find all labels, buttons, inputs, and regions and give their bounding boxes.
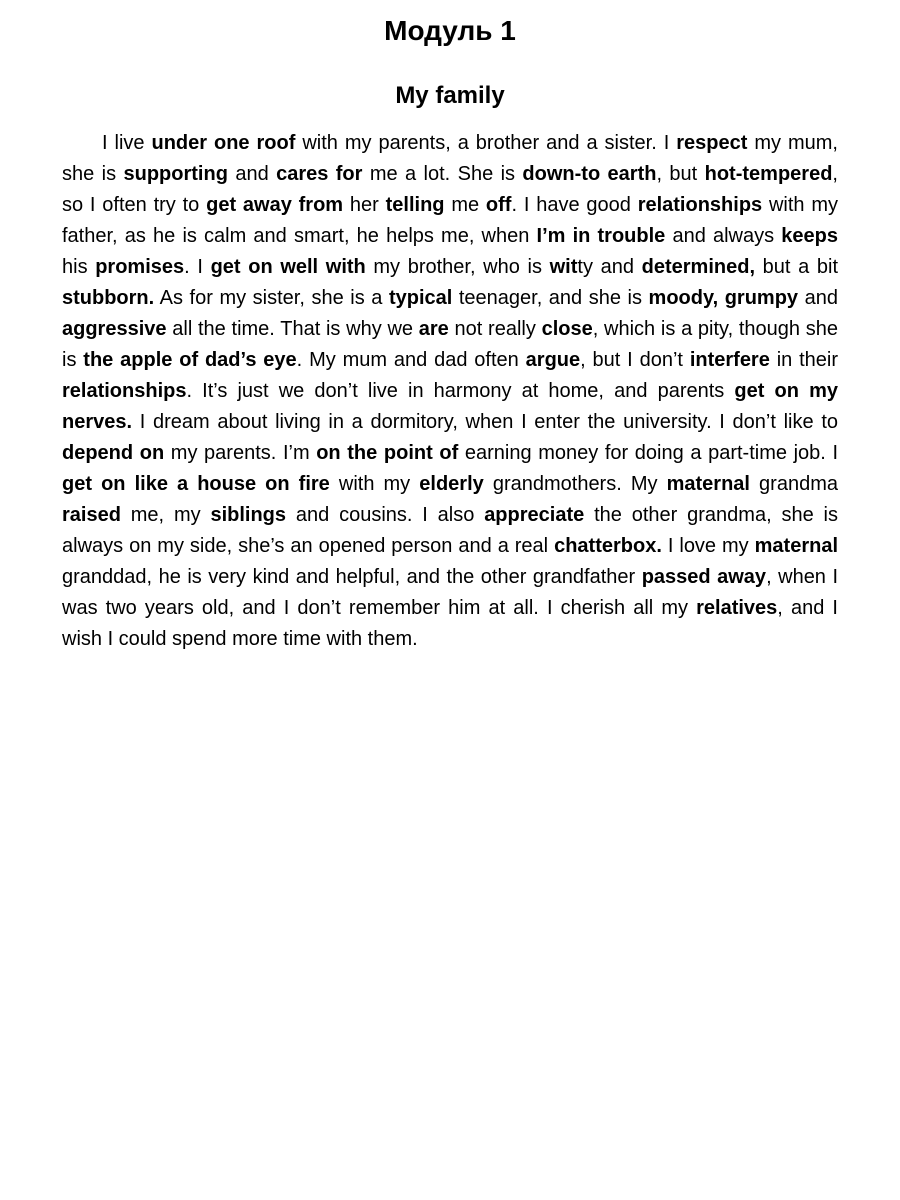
text-run: my brother, who is	[365, 256, 550, 278]
text-run: earning money for doing a part-time job. I	[458, 442, 839, 464]
text-run: and cousins. I also	[286, 504, 485, 526]
vocab-term: relationships	[637, 194, 763, 216]
text-run: all the time. That is why we	[166, 318, 419, 340]
vocab-term: off	[485, 194, 512, 216]
vocab-term: get on my nerves.	[62, 380, 838, 433]
text-run: and	[227, 163, 277, 185]
text-run: ty and	[577, 256, 642, 278]
text-run: my mum, she is	[62, 132, 838, 185]
vocab-term: maternal	[666, 473, 750, 495]
text-run: me, my	[120, 504, 211, 526]
vocab-term: passed away	[641, 566, 767, 588]
vocab-term: telling	[385, 194, 445, 216]
vocab-term: argue	[525, 349, 581, 371]
text-run: I dream about living in a dormitory, when I enter the university. I don’t like to	[132, 411, 838, 433]
text-run: teenager, and she is	[452, 287, 649, 309]
vocab-term: are	[418, 318, 449, 340]
text-run: with my parents, a brother and a sister. I	[295, 132, 677, 154]
vocab-term: moody, grumpy	[648, 287, 799, 309]
vocab-term: depend on	[62, 442, 165, 464]
vocab-term: respect	[676, 132, 748, 154]
vocab-term: promises	[95, 256, 185, 278]
vocab-term: cares for	[276, 163, 363, 185]
vocab-term: close	[541, 318, 593, 340]
text-run: not really	[448, 318, 542, 340]
text-run: I live	[102, 132, 152, 154]
text-run: I love my	[661, 535, 755, 557]
text-run: . My mum and dad often	[296, 349, 526, 371]
text-run: with my father, as he is calm and smart, he helps me, when	[62, 194, 839, 247]
text-run: , which is a pity, though she is	[62, 318, 839, 371]
vocab-term: stubborn.	[62, 287, 155, 309]
section-title: My family	[395, 82, 505, 109]
vocab-term: relatives	[696, 597, 778, 619]
vocab-term: maternal	[754, 535, 839, 557]
module-title: Модуль 1	[384, 15, 516, 46]
text-run: . I	[184, 256, 211, 278]
text-run: and always	[665, 225, 782, 247]
text-run: with my	[329, 473, 420, 495]
text-run: her	[343, 194, 386, 216]
text-run: his	[62, 256, 96, 278]
vocab-term: get on like a house on fire	[62, 473, 330, 495]
vocab-term: aggressive	[62, 318, 167, 340]
vocab-term: appreciate	[484, 504, 585, 526]
vocab-term: hot-tempered	[704, 163, 833, 185]
text-run: in their	[769, 349, 839, 371]
text-run: and	[798, 287, 838, 309]
vocab-term: elderly	[419, 473, 484, 495]
text-run: the other grandma, she is always on my side, she’s an opened person and a real	[62, 504, 838, 557]
vocab-term: down-to earth	[522, 163, 657, 185]
vocab-term: typical	[388, 287, 453, 309]
text-run: my parents. I’m	[164, 442, 317, 464]
vocab-term: raised	[62, 504, 121, 526]
vocab-term: siblings	[210, 504, 287, 526]
vocab-term: on the point of	[316, 442, 459, 464]
vocab-term: interfere	[689, 349, 770, 371]
text-run: me	[444, 194, 486, 216]
text-run: , so I often try to	[62, 163, 838, 216]
text-run: , and I wish I could spend more time with them.	[62, 597, 838, 650]
text-run: but a bit	[755, 256, 838, 278]
text-run: me a lot. She is	[362, 163, 523, 185]
text-run: grandma	[749, 473, 838, 495]
text-run: , when I was two years old, and I don’t remember him at all. I cherish all my	[62, 566, 838, 619]
vocab-term: chatterbox.	[554, 535, 662, 557]
vocab-term: the apple of dad’s eye	[83, 349, 297, 371]
vocab-term: relationships	[62, 380, 187, 402]
text-run: granddad, he is very kind and helpful, and the other grandfather	[62, 566, 642, 588]
text-run: As for my sister, she is a	[154, 287, 389, 309]
text-run: , but I don’t	[580, 349, 690, 371]
vocab-term: determined,	[641, 256, 755, 278]
vocab-term: wit	[549, 256, 578, 278]
vocab-term: get on well with	[210, 256, 366, 278]
text-run: , but	[656, 163, 705, 185]
vocab-term: get away from	[206, 194, 344, 216]
vocab-term: supporting	[123, 163, 228, 185]
vocab-term: keeps	[781, 225, 838, 247]
vocab-term: I’m in trouble	[536, 225, 666, 247]
vocab-term: under one roof	[151, 132, 296, 154]
text-run: grandmothers. My	[483, 473, 667, 495]
body-paragraph	[62, 128, 838, 655]
text-run: . I have good	[511, 194, 638, 216]
text-run: . It’s just we don’t live in harmony at home, and parents	[186, 380, 735, 402]
